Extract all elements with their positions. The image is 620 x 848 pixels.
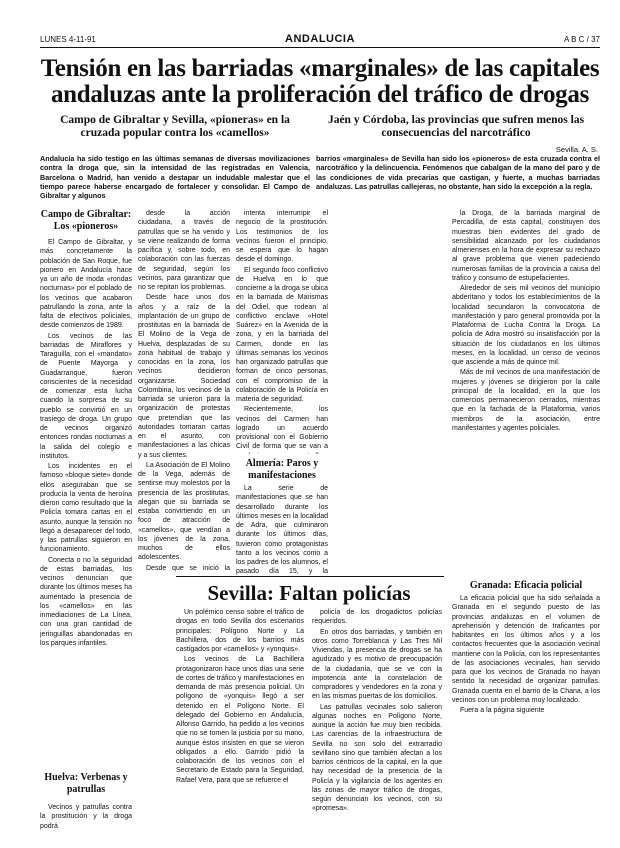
paragraph: policía de los drogadictos policías requeridos. — [312, 609, 442, 626]
main-headline: Tensión en las barriadas «marginales» de las capitales andaluzas ante la proliferación del tráfico de drogas — [40, 55, 600, 108]
byline: Sevilla. A. S. — [555, 145, 598, 154]
paragraph: Más de mil vecinos de una manifestación de mujeres y jóvenes se dirigieron por la calle principal de la localidad, en la que los comercios permanecieron cerrados, mientras que en la fachada de la Plataforma, varios miembros de la asociación, entre manifestantes y agentes policiales. — [452, 369, 600, 432]
lead-paragraph-continued: barrios «marginales» de Sevilla han sido los «pioneros» de esta cruzada contra el narcotráfico y la delincuencia. Fenómenos que cabalgan de la mano del paro y de las condiciones de vida precarias que castigan, y fuerte, a muchas barriadas andaluzas. Las patrullas callejeras, no obstante, han sido la excepción a la regla. — [316, 154, 600, 191]
paragraph: Fuera a la página siguiente — [460, 707, 545, 714]
sevilla-column-2 — [312, 608, 442, 844]
article-column-1-end — [40, 803, 132, 843]
paragraph: Conecta o no la seguridad de estas barriadas, los vecinos denuncian que durante los últimos meses ha aumentado la presencia de los «camellos» en las inmediaciones de La Línea, con una gran cantidad de jeringuillas abandonadas en los parques infantiles. — [40, 556, 132, 647]
sevilla-column-1 — [176, 608, 304, 844]
subhead-right: Jaén y Córdoba, las provincias que sufren menos las consecuencias del narcotráfico — [327, 114, 585, 139]
paragraph: El Campo de Gibraltar, y más concretamente la población de San Roque, fue pionero en Andalucía hace ya un año de moda «rondas nocturnas» por el poblado de los vecinos que acabaron patrullando la zona, ante la falta de efectivos policiales, desde comienzos de 1989. — [40, 239, 132, 330]
paragraph: El segundo foco conflictivo de Huelva en lo que concierne a la droga se ubica en la barriada de Marismas del Odiel, que rodean al conflictivo enclave «Hotel Suárez» en la Avenida de la zona, y en la barriada del Carmen, donde en las últimas semanas los vecinos han organizado patrullas que forman de cinco personas, con el compromiso de la colaboración de la Policía en materia de seguridad. — [236, 266, 328, 403]
paragraph: La eficacia policial que ha sido señalada a Granada en el segundo puesto de las provincias andaluzas en el volumen de aprehensión y detención de traficantes por habitantes en los últimos años y a los contactos frecuentes que la asociación vecinal mantiene con la Policía, con los representantes de las asociaciones vecinales, han servido para que los vecinos de Granada no hayan sentido la necesidad de organizar patrullas. Granada cuenta en el barrio de la Chana, a los vecinos con un problema muy localizado. — [452, 595, 600, 704]
paragraph: Los vecinos de las barriadas de Miraflores y Taraguilla, con el «mandato» de Puente Mayorga y Guadarranque, fueron conscientes de la necesidad de comenzar esta lucha cuando la sorpresa de su pueblo se convirtió en un trasiego de droga. Un grupo de vecinos organizó entonces rondas nocturnas a la salida del colegio e institutos. — [40, 332, 132, 460]
article-column-3-lower — [236, 484, 328, 576]
paragraph: intenta interrumpir el negocio de la prostitución. Los testimonios de los vecinos fueron el principio, se espera que lo hagan desde el domingo. — [236, 210, 328, 264]
page-header — [40, 33, 600, 48]
section-title-sevilla: Sevilla: Faltan policías — [207, 581, 411, 605]
section-title-huelva: Huelva: Verbenas y patrullas — [44, 772, 128, 795]
paragraph: desde la acción ciudadana, a través de patrullas que se ha venido y se viene realizando de forma pacífica y, sobre todo, en colaboración con las fuerzas de seguridad, según los vecinos, para garantizar que no se repitan los problemas. — [138, 210, 230, 291]
paragraph: Un polémico censo sobre el tráfico de drogas en todo Sevilla dos escenarios principales: Polígono Norte y La Bachillera, dos de los barrios más castigados por «camellos» y «yonquis». — [176, 609, 304, 653]
lead-paragraph: Andalucía ha sido testigo en las últimas semanas de diversas movilizaciones contra la droga que, sin la intensidad de las registradas en Valencia, Barcelona o Madrid, han venido a destapar un indudable malestar que el tiempo parece haberse encargado de fortalecer y consolidar. El Campo de Gibraltar y algunos — [40, 154, 310, 200]
paragraph: la Droga, de la barriada marginal de Percadilla, de esta capital, constituyen dos muestras bien evidentes del grado de sensibilidad alcanzado por los ciudadanos almerienses en la hora de expresar su rechazo al grave problema que vienen padeciendo numerosas familias de la provincia a causa del tráfico y consumo de estupefacientes. — [452, 210, 600, 282]
article-column-1 — [40, 238, 132, 772]
article-column-3 — [236, 209, 328, 454]
paragraph: Los vecinos de La Bachillera protagonizaron hace unos días una serie de cortes de tráfico y manifestaciones en demanda de más presencia policial. Un polígono de «yonquis» llegó a ser detenido en el Polígono Norte. El delegado del Gobierno en Andalucía, Alfonso Garrido, ha pedido a los vecinos que no se tomen la justicia por su mano, aunque éstos insisten en que se vieron obligados a ello. Garrido pidió la colaboración de los vecinos con el Secretario de Estado para la Seguridad, Rafael Vera, para que se refuerce el — [176, 656, 304, 784]
paragraph: Desde que se inició la — [146, 564, 230, 572]
subhead-left: Campo de Gibraltar y Sevilla, «pioneras» en la cruzada popular contra los «camellos» — [60, 114, 290, 139]
article-column-4 — [452, 209, 600, 577]
paragraph: Vecinos y patrullas contra la prostitución y la droga podrá — [40, 804, 132, 830]
paragraph: Desde hace unos dos años y a raíz de la implantación de un grupo de prostitutas en la barriada de El Molino de la Vega de Huelva, desplazadas de su zona habitual de trabajo y conocidas en la zona, los vecinos decidieron organizarse. Sociedad Colombina, los vecinos de la barriada se unieron para la organización de protestas que pretendían que las autoridades tomaran cartas en el asunto, con manifestaciones a las chicas y a sus clientes. — [138, 294, 230, 459]
article-column-4-lower — [452, 594, 600, 844]
paragraph: La Asociación de El Molino de la Vega, además de sentirse muy molestos por la presencia de las prostitutas, alegan que su barriada se estaba convirtiendo en un foco de atracción de «camellos», que vendían a los jóvenes de la zona, muchos de ellos adolescentes. — [138, 461, 230, 562]
paragraph: Recientemente, los vecinos del Carmen han logrado un acuerdo provisional con el Gobierno Civil de forma que se van a — [236, 406, 328, 451]
section-name: ANDALUCIA — [285, 33, 355, 45]
section-title-granada: Granada: Eficacia policial — [469, 580, 583, 591]
section-title-almeria: Almería: Paros y manifestaciones — [245, 458, 319, 481]
box-rule-top — [176, 576, 444, 577]
article-column-2 — [138, 209, 230, 574]
paragraph: Las patrullas vecinales solo salieron algunas noches en Polígono Norte, aunque la acción fue muy bien recibida. Las carencias de la infraestructura de Sevilla no son solo del extrarradio sevillano sino que también afectan a los barrios céntricos de la capital, en la que hay necesidad de la presencia de la Policía y la vigilancia de los agentes en las zonas de mayor tráfico de drogas, según denuncian los vecinos, con su «promesa». — [312, 703, 442, 813]
section-title-gibraltar: Campo de Gibraltar: Los «pioneros» — [40, 209, 132, 232]
paragraph: Alrededor de seis mil vecinos del municipio abderitano y todos los establecimientos de la localidad secundaron la convocatoria de manifestación y paro general promovida por la Plataforma de Lucha Contra la Droga. La policía de Adra mostró su insatisfacción por la situación de los ciudadanos en los últimos meses, en la localidad, un censo de vecinos que asciende a más de quince mil. — [452, 285, 600, 366]
publication-page: A B C / 37 — [563, 35, 600, 44]
issue-date: LUNES 4-11-91 — [40, 35, 96, 44]
paragraph: Los incidentes en el famoso «bloque siete» donde ellos aseguraban que se producía la venta de heroína dieron como resultado que la Policía tomara cartas en el asunto, aunque la tensión no llegó a desaparecer del todo, y las patrullas siguieron en funcionamiento. — [40, 463, 132, 554]
paragraph: En otros dos barriadas, y también en otros como Torreblanca y Las Tres Mil Viviendas, la presencia de drogas se ha agudizado y es motivo de preocupación de la ciudadanía, que se ve con la impotencia ante la constelación de compradores y vendedores en la zona y en las mismas puertas de los domicilios. — [312, 628, 442, 701]
paragraph: La serie de manifestaciones que se han desarrollado durante los últimos meses en la localidad de Adra, que culminaron durante los últimos días, tuvieron como protagonistas tanto a los vecinos como a los padres de los alumnos, el pasado día 15, y la — [236, 485, 328, 576]
